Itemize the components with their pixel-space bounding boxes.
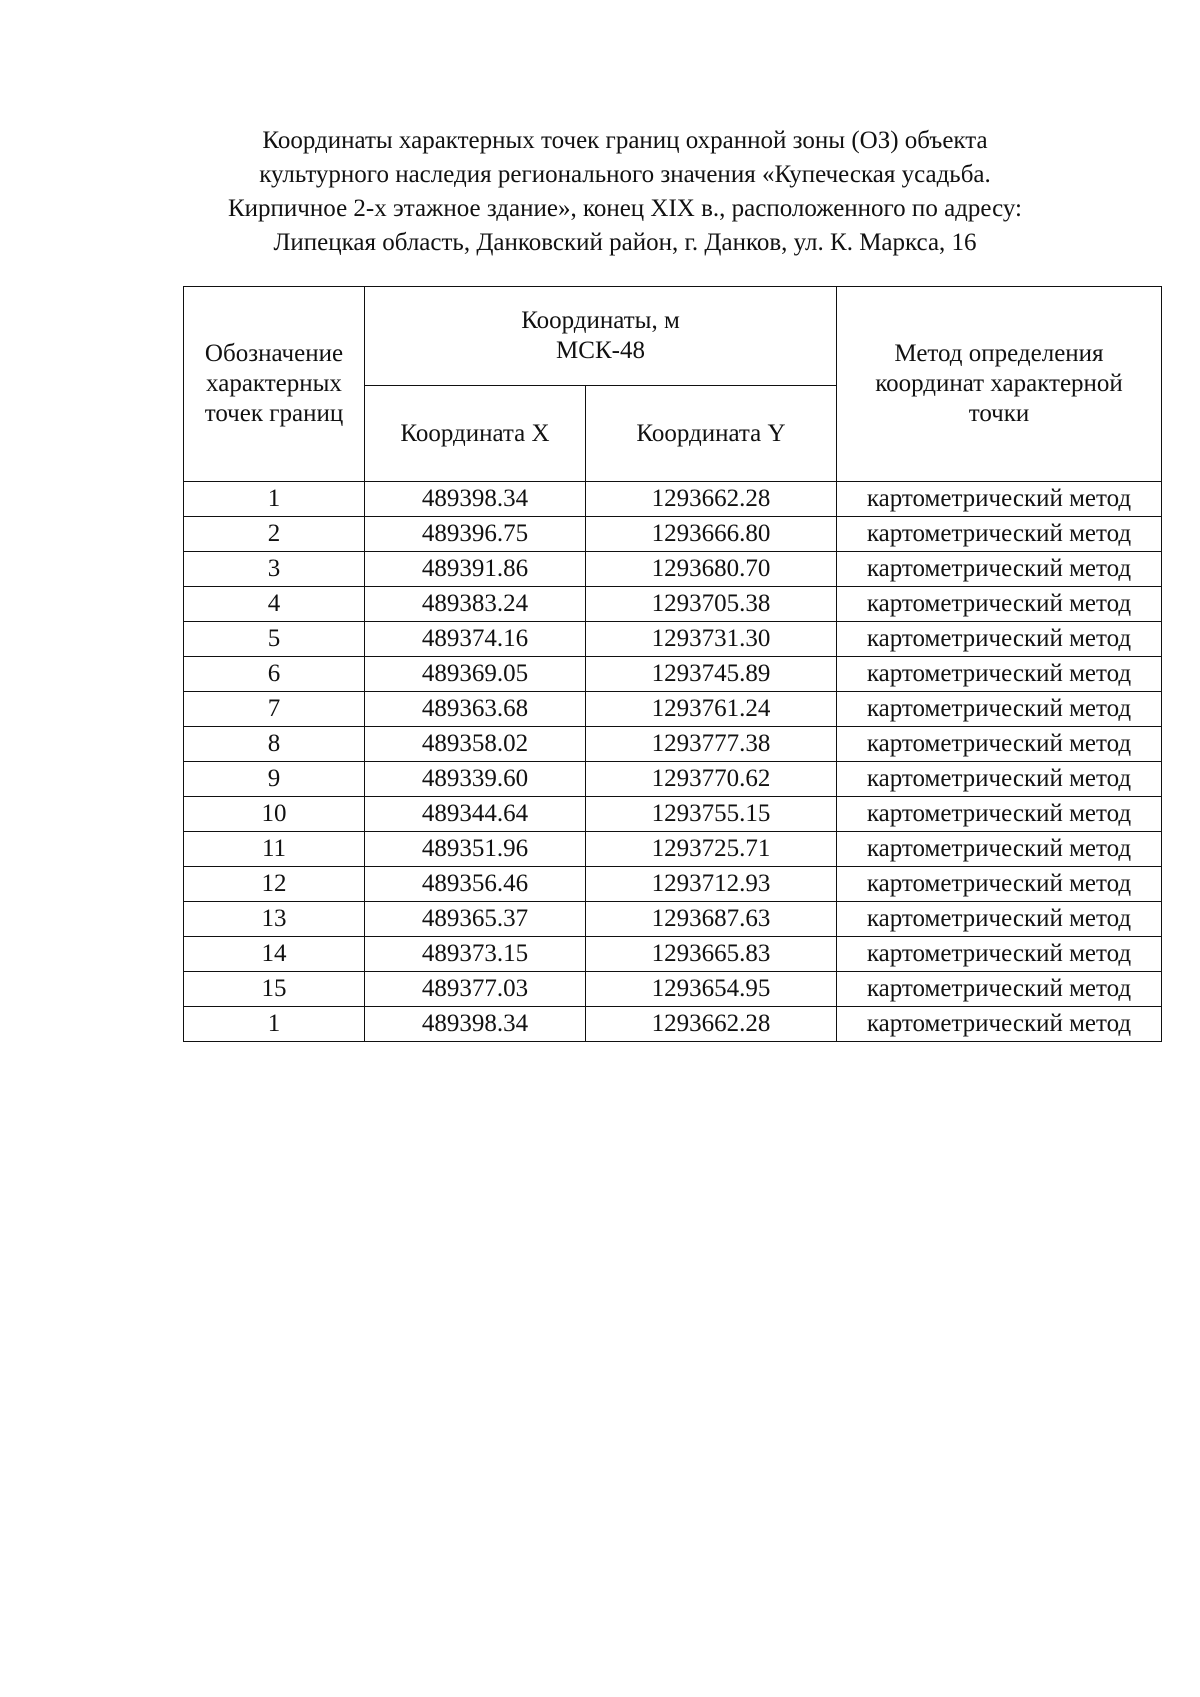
table-row (184, 762, 1162, 797)
cell-coord-x: 489369.05 (365, 657, 586, 692)
cell-method: картометрический метод (837, 902, 1162, 937)
table-row (184, 587, 1162, 622)
cell-point: 5 (184, 622, 365, 657)
header-coordinates (365, 287, 837, 386)
title-line: Координаты характерных точек границ охранной зоны (ОЗ) объекта (262, 127, 988, 154)
table-header (184, 287, 1162, 482)
title-line: культурного наследия регионального значения «Купеческая усадьба. (259, 161, 991, 188)
cell-point: 8 (184, 727, 365, 762)
table-row (184, 517, 1162, 552)
cell-coord-y: 1293712.93 (586, 867, 837, 902)
cell-point: 6 (184, 657, 365, 692)
cell-point: 13 (184, 902, 365, 937)
header-coord-x: Координата X (365, 386, 586, 482)
table-row (184, 972, 1162, 1007)
header-method-text: Метод определения координат характерной точки (875, 340, 1123, 427)
table-row (184, 832, 1162, 867)
coordinates-table (183, 286, 1162, 1042)
cell-method: картометрический метод (837, 587, 1162, 622)
cell-point: 1 (184, 482, 365, 517)
cell-coord-x: 489365.37 (365, 902, 586, 937)
cell-coord-y: 1293705.38 (586, 587, 837, 622)
table-row (184, 622, 1162, 657)
cell-coord-y: 1293745.89 (586, 657, 837, 692)
cell-point: 2 (184, 517, 365, 552)
cell-method: картометрический метод (837, 832, 1162, 867)
table-row (184, 482, 1162, 517)
cell-coord-x: 489398.34 (365, 1007, 586, 1042)
cell-coord-x: 489339.60 (365, 762, 586, 797)
cell-point: 1 (184, 1007, 365, 1042)
cell-point: 10 (184, 797, 365, 832)
cell-method: картометрический метод (837, 797, 1162, 832)
title-line: Кирпичное 2-х этажное здание», конец XIX в., расположенного по адресу: (228, 195, 1022, 222)
table-row (184, 552, 1162, 587)
header-coords-system: МСК-48 (556, 337, 645, 364)
cell-point: 7 (184, 692, 365, 727)
cell-coord-y: 1293770.62 (586, 762, 837, 797)
document-title (150, 124, 1100, 260)
title-line: Липецкая область, Данковский район, г. Данков, ул. К. Маркса, 16 (273, 229, 977, 256)
cell-coord-x: 489398.34 (365, 482, 586, 517)
cell-coord-y: 1293725.71 (586, 832, 837, 867)
cell-method: картометрический метод (837, 937, 1162, 972)
cell-point: 4 (184, 587, 365, 622)
header-point-label (184, 287, 365, 482)
table-row (184, 937, 1162, 972)
header-coord-y: Координата Y (586, 386, 837, 482)
cell-coord-y: 1293731.30 (586, 622, 837, 657)
table-row (184, 797, 1162, 832)
header-method (837, 287, 1162, 482)
table-body (184, 482, 1162, 1042)
cell-method: картометрический метод (837, 1007, 1162, 1042)
cell-coord-x: 489358.02 (365, 727, 586, 762)
cell-method: картометрический метод (837, 517, 1162, 552)
cell-coord-y: 1293662.28 (586, 482, 837, 517)
cell-coord-y: 1293687.63 (586, 902, 837, 937)
cell-method: картометрический метод (837, 552, 1162, 587)
table-row (184, 657, 1162, 692)
cell-point: 14 (184, 937, 365, 972)
cell-method: картометрический метод (837, 762, 1162, 797)
cell-method: картометрический метод (837, 867, 1162, 902)
cell-coord-x: 489363.68 (365, 692, 586, 727)
cell-coord-x: 489373.15 (365, 937, 586, 972)
cell-coord-x: 489396.75 (365, 517, 586, 552)
cell-coord-y: 1293662.28 (586, 1007, 837, 1042)
cell-coord-x: 489344.64 (365, 797, 586, 832)
header-point-label-text: Обозначение характерных точек границ (204, 340, 344, 427)
cell-coord-x: 489351.96 (365, 832, 586, 867)
table-row (184, 867, 1162, 902)
cell-point: 3 (184, 552, 365, 587)
cell-method: картометрический метод (837, 727, 1162, 762)
cell-coord-y: 1293680.70 (586, 552, 837, 587)
header-coords-title: Координаты, м (521, 307, 680, 334)
cell-coord-x: 489374.16 (365, 622, 586, 657)
cell-method: картометрический метод (837, 482, 1162, 517)
cell-coord-y: 1293755.15 (586, 797, 837, 832)
table-row (184, 727, 1162, 762)
cell-point: 15 (184, 972, 365, 1007)
cell-point: 12 (184, 867, 365, 902)
cell-coord-x: 489391.86 (365, 552, 586, 587)
cell-coord-y: 1293761.24 (586, 692, 837, 727)
table-row (184, 1007, 1162, 1042)
cell-coord-x: 489377.03 (365, 972, 586, 1007)
cell-coord-x: 489356.46 (365, 867, 586, 902)
cell-coord-x: 489383.24 (365, 587, 586, 622)
cell-method: картометрический метод (837, 622, 1162, 657)
cell-coord-y: 1293777.38 (586, 727, 837, 762)
cell-point: 9 (184, 762, 365, 797)
cell-coord-y: 1293665.83 (586, 937, 837, 972)
table-row (184, 902, 1162, 937)
cell-method: картометрический метод (837, 657, 1162, 692)
cell-coord-y: 1293666.80 (586, 517, 837, 552)
table-row (184, 692, 1162, 727)
cell-method: картометрический метод (837, 972, 1162, 1007)
cell-point: 11 (184, 832, 365, 867)
cell-method: картометрический метод (837, 692, 1162, 727)
cell-coord-y: 1293654.95 (586, 972, 837, 1007)
